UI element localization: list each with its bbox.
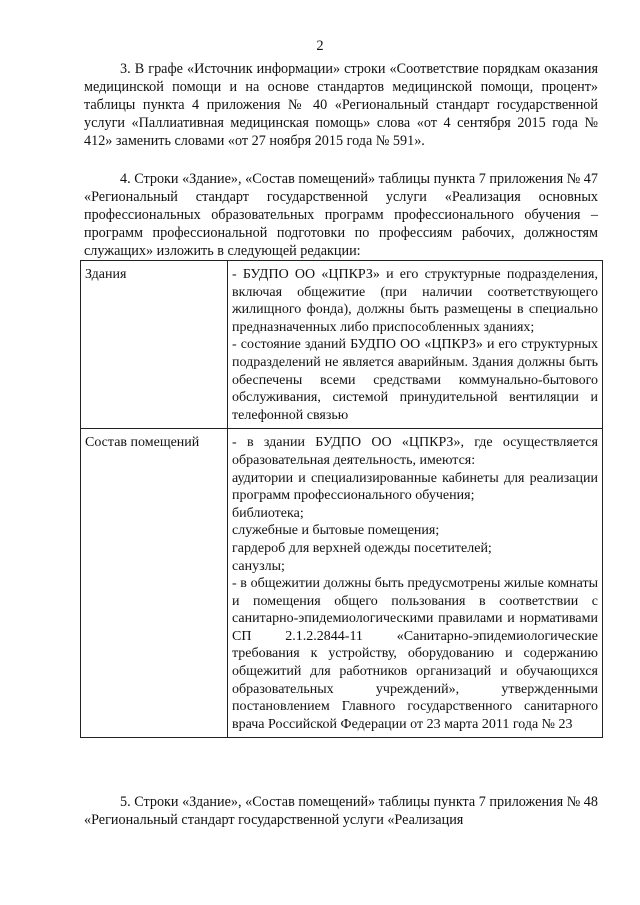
row-content-buildings [228, 261, 603, 429]
table-line: - в общежитии должны быть предусмотрены жилые комнаты и помещения общего пользования в соответствии с санитарно-эпидемиологическими правилами и нормативами СП 2.1.2.2844-11 «Санитарно-эпидемиологические требования к устройству, оборудованию и содержанию общежитий для работников организаций и обучающихся образовательных учреждений», утвержденными постановлением Главного государственного санитарного врача Российской Федерации от 23 марта 2011 года № 23 [232, 576, 598, 732]
table-line: гардероб для верхней одежды посетителей; [232, 540, 492, 556]
table-line: санузлы; [232, 558, 285, 574]
paragraph-3-text: 3. В графе «Источник информации» строки «Соответствие порядкам оказания медицинской помощи и на основе стандартов медицинской помощи, процент» таблицы пункта 4 приложения № 40 «Региональный стандарт государственной услуги «Паллиативная медицинская помощь» слова «от 4 сентября 2015 года № 412» заменить словами «от 27 ноября 2015 года № 591». [84, 61, 598, 149]
paragraph-5-text: 5. Строки «Здание», «Состав помещений» таблицы пункта 7 приложения № 48 «Региональный стандарт государственной услуги «Реализация [84, 794, 598, 828]
amendment-table [80, 260, 603, 738]
table-line: библиотека; [232, 505, 304, 521]
row-content-premises [228, 429, 603, 738]
table-row-buildings [81, 261, 603, 429]
page-number: 2 [316, 38, 324, 54]
table-line: служебные и бытовые помещения; [232, 523, 440, 539]
table-line: - в здании БУДПО ОО «ЦПКРЗ», где осуществляется образовательная деятельность, имеются: [232, 435, 598, 468]
table-line: аудитории и специализированные кабинеты для реализации программ профессионального обучения; [232, 470, 598, 504]
paragraph-4-text: 4. Строки «Здание», «Состав помещений» таблицы пункта 7 приложения № 47 «Региональный стандарт государственной услуги «Реализация основных профессиональных образовательных программ профессионального обучения – программ профессиональной подготовки по профессиям рабочих, должностям служащих» изложить в следующей редакции: [84, 171, 598, 259]
table-line: - состояние зданий БУДПО ОО «ЦПКРЗ» и его структурных подразделений не является аварийным. Здания должны быть обеспечены всеми средствами коммунально-бытового обслуживания, системой принудительной вентиляции и телефонной связью [232, 337, 598, 423]
row-label-premises: Состав помещений [81, 429, 228, 738]
row-label-buildings: Здания [81, 261, 228, 429]
paragraph-5 [84, 793, 598, 829]
table-line: - БУДПО ОО «ЦПКРЗ» и его структурные подразделения, включая общежитие (при наличии соответствующего жилищного фонда), должны быть размещены в специально предназначенных либо приспособленных зданиях; [232, 267, 598, 335]
paragraph-4 [84, 170, 598, 260]
table-row-premises [81, 429, 603, 738]
paragraph-3 [84, 60, 598, 150]
